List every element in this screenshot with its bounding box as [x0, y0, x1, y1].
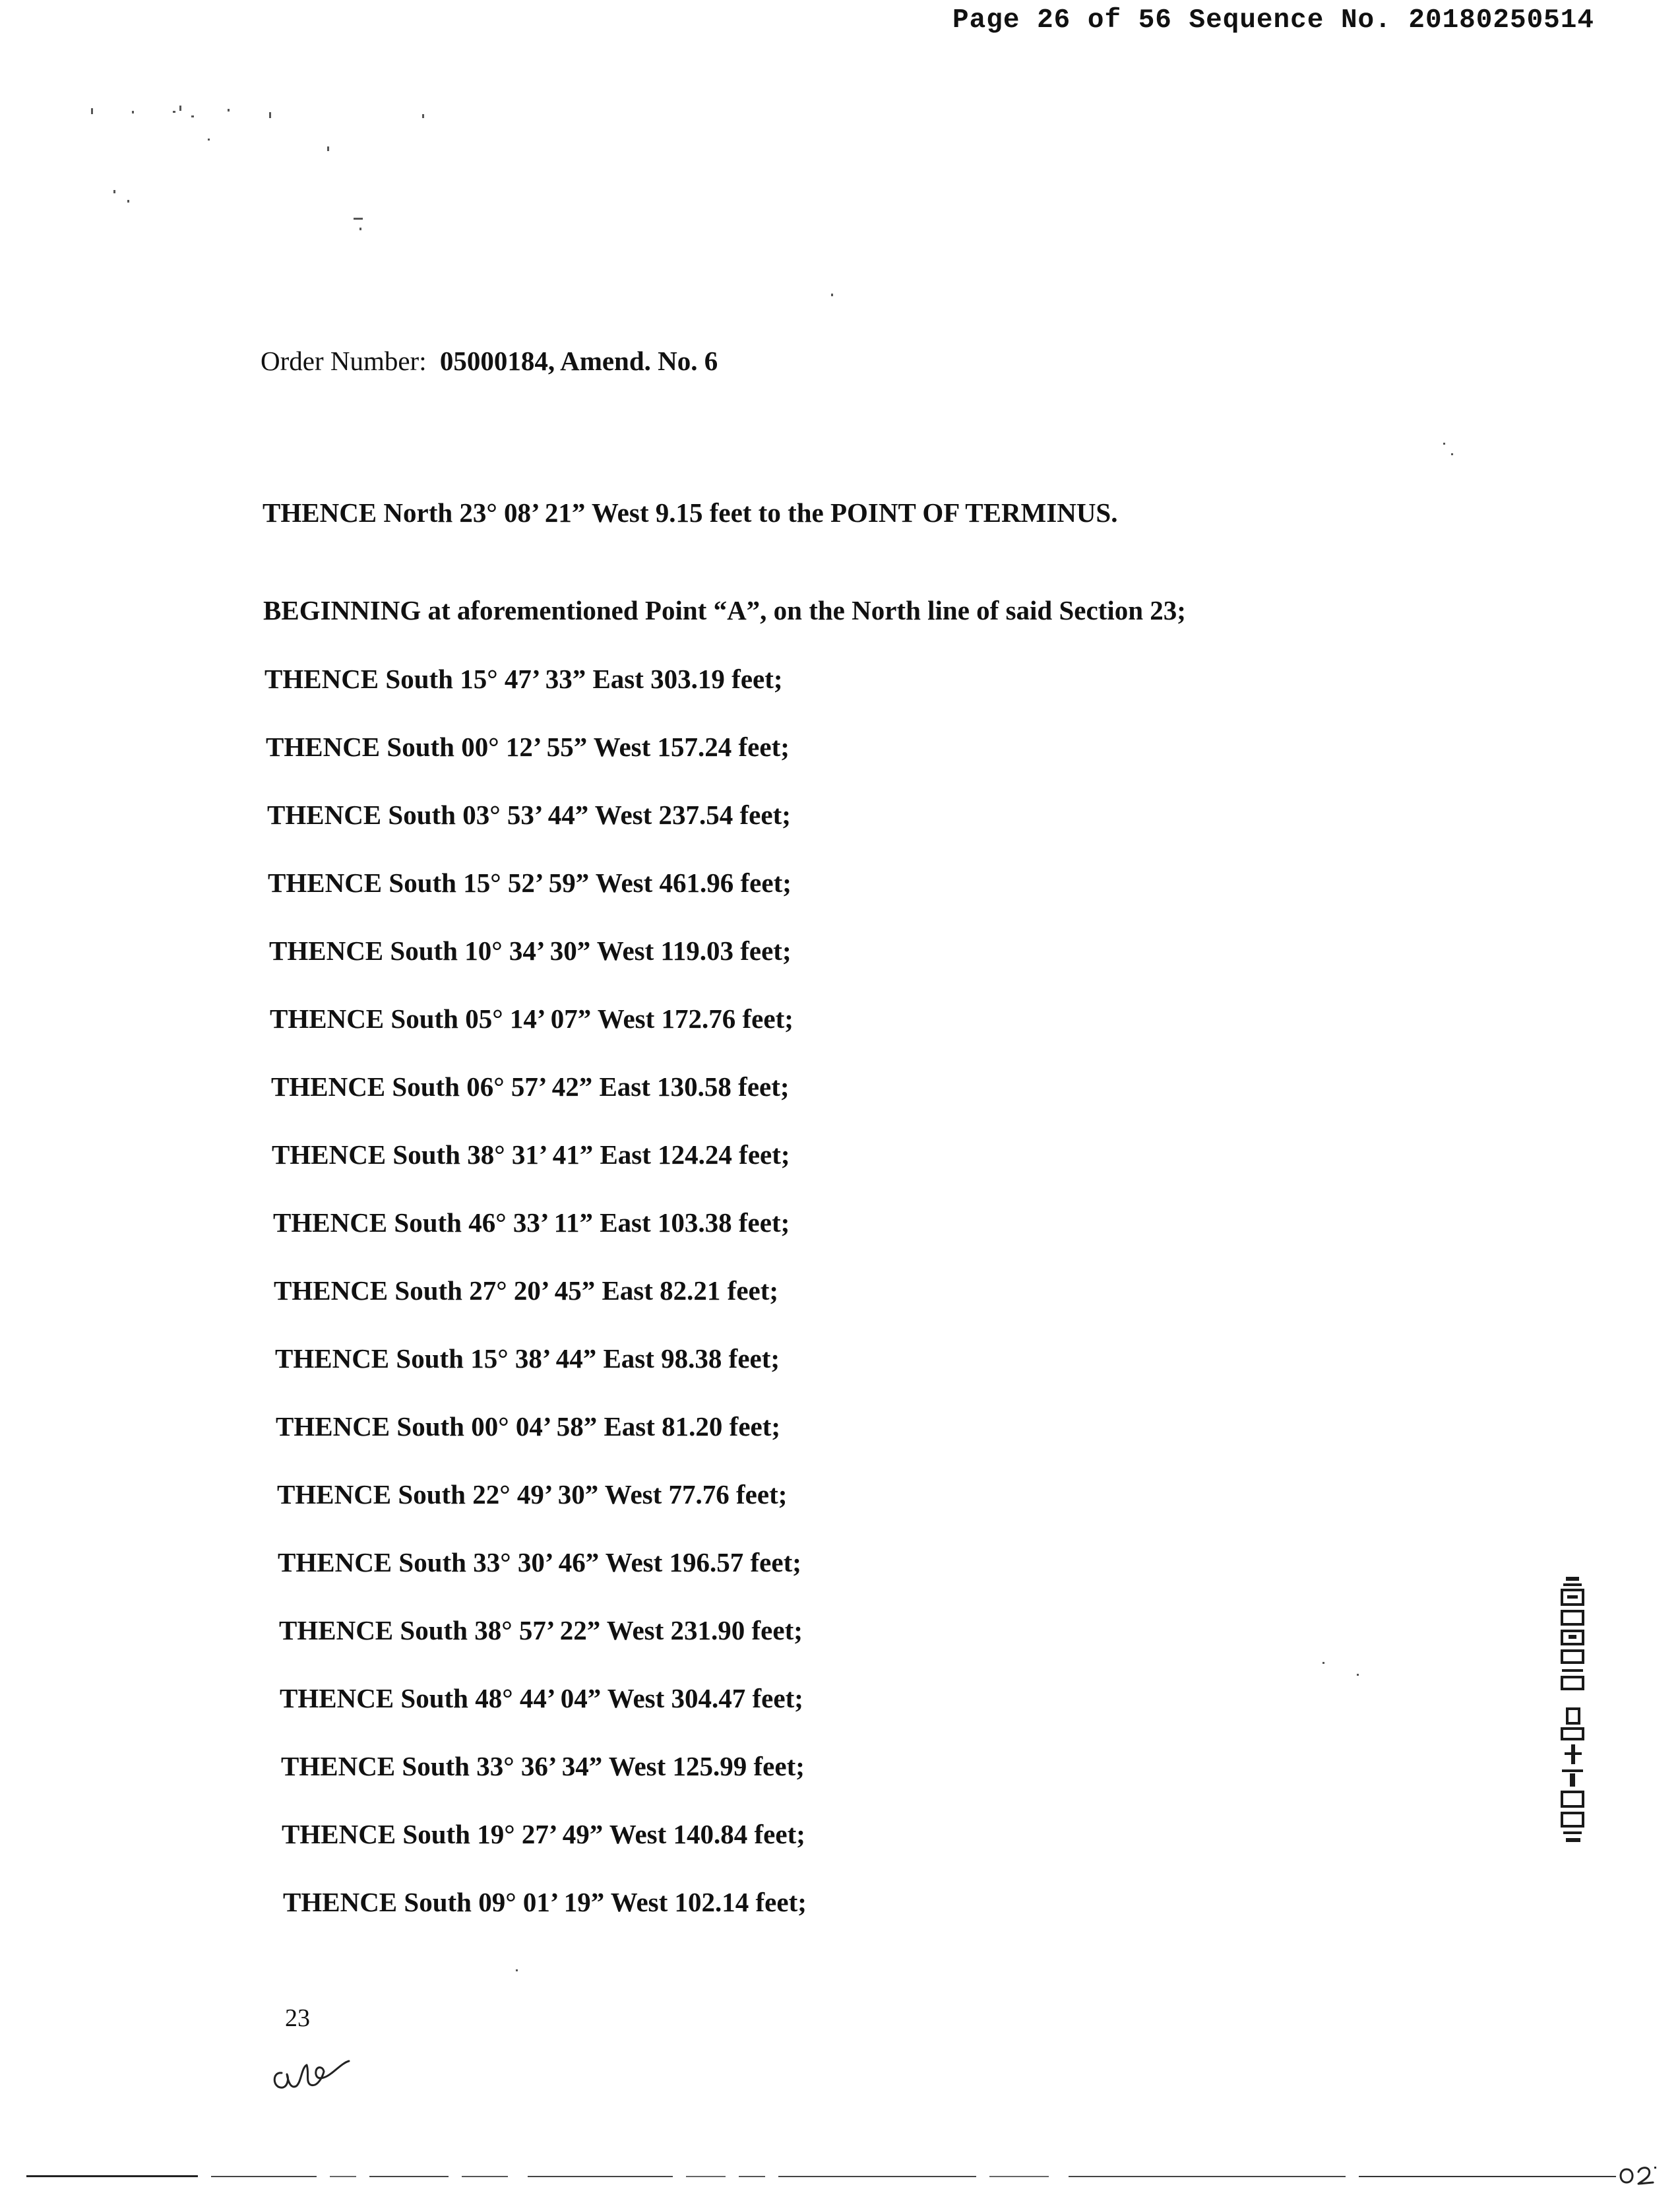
bearing-call: THENCE South 15° 47’ 33” East 303.19 feet; [264, 664, 783, 694]
bearing-call: THENCE South 06° 57’ 42” East 130.58 feet; [271, 1071, 790, 1102]
sequence-stamp: Page 26 of 56 Sequence No. 20180250514 [952, 5, 1594, 36]
order-number-label: Order Number: [261, 346, 427, 376]
handwritten-initials [267, 2039, 353, 2098]
bearing-call: THENCE South 15° 52’ 59” West 461.96 feet; [268, 868, 792, 898]
bearing-call: THENCE South 05° 14’ 07” West 172.76 feet; [270, 1003, 793, 1034]
bearing-call: THENCE South 19° 27’ 49” West 140.84 feet; [282, 1819, 805, 1849]
order-number-line [261, 345, 718, 377]
bearing-call: THENCE South 03° 53’ 44” West 237.54 feet; [267, 800, 791, 830]
bottom-scan-line [26, 2173, 1623, 2180]
bearing-call: THENCE South 33° 36’ 34” West 125.99 feet; [281, 1751, 805, 1781]
bearing-call: THENCE South 38° 31’ 41” East 124.24 feet; [272, 1139, 790, 1170]
bearing-call: THENCE South 00° 12’ 55” West 157.24 feet; [266, 732, 790, 762]
bearing-calls-list [264, 663, 807, 1954]
bearing-call: THENCE South 00° 04’ 58” East 81.20 feet; [276, 1411, 781, 1442]
vertical-scan-stamp [1551, 1577, 1598, 1854]
bearing-call: THENCE South 48° 44’ 04” West 304.47 feet; [280, 1683, 803, 1713]
bearing-call: THENCE South 27° 20’ 45” East 82.21 feet; [274, 1275, 779, 1306]
bearing-call: THENCE South 15° 38’ 44” East 98.38 feet; [275, 1343, 780, 1374]
bearing-call: THENCE South 33° 30’ 46” West 196.57 feet; [278, 1547, 801, 1577]
beginning-call: BEGINNING at aforementioned Point “A”, on the North line of said Section 23; [263, 595, 1186, 625]
page-number: 23 [285, 2004, 310, 2032]
bearing-call: THENCE South 09° 01’ 19” West 102.14 feet; [283, 1887, 807, 1917]
bearing-call: THENCE South 10° 34’ 30” West 119.03 feet; [269, 936, 792, 966]
bearing-call: THENCE South 22° 49’ 30” West 77.76 feet; [277, 1479, 788, 1510]
bearing-call: THENCE South 38° 57’ 22” West 231.90 feet; [279, 1615, 803, 1645]
terminus-call: THENCE North 23° 08’ 21” West 9.15 feet to the POINT OF TERMINUS. [263, 497, 1118, 528]
order-number-value: 05000184, Amend. No. 6 [439, 346, 718, 376]
bearing-call: THENCE South 46° 33’ 11” East 103.38 feet; [273, 1207, 790, 1238]
